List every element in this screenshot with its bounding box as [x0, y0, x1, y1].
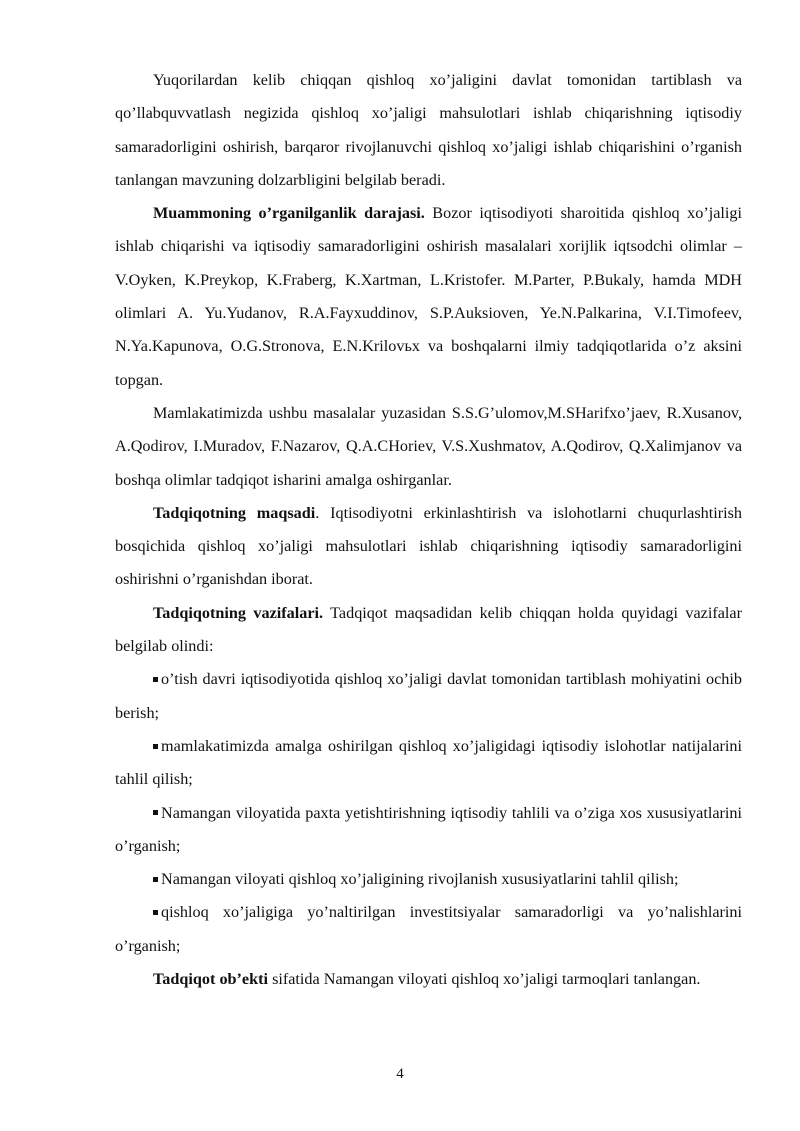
square-bullet-icon	[153, 744, 158, 749]
bullet-item	[115, 663, 742, 730]
paragraph-heading: Tadqiqotning vazifalari.	[153, 603, 324, 622]
paragraph-research-tasks	[115, 597, 742, 664]
paragraph-text: Bozor iqtisodiyoti sharoitida qishloq xo’jaligi ishlab chiqarishi va iqtisodiy samaradorligini oshirish masalalari xorijlik iqtsodchi olimlar – V.Oyken, K.Preykop, K.Fraberg, K.Xartman, L.Kristofer. M.Parter, P.Bukaly, hamda MDH olimlari A. Yu.Yudanov, R.A.Fayxuddinov, S.P.Auksioven, Ye.N.Palkarina, V.I.Timofeev, N.Ya.Kapunova, O.G.Stronova, E.N.Krilovьx va boshqalarni ilmiy tadqiqotlarida o’z aksini topgan.	[115, 204, 742, 389]
bullet-text: Namangan viloyatida paxta yetishtirishning iqtisodiy tahlili va o’ziga xos xususiyatlarini o’rganish;	[115, 803, 742, 855]
paragraph-text: Tadqiqot maqsadidan kelib chiqqan holda quyidagi vazifalar belgilab olindi:	[115, 603, 742, 656]
paragraph-text: Mamlakatimizda ushbu masalalar yuzasidan S.S.G’ulomov,M.SHarifxo’jaev, R.Xusanov, A.Qodirov, I.Muradov, F.Nazarov, Q.A.CHoriev, V.S.Xushmatov, A.Qodirov, Q.Xalimjanov va boshqa olimlar tadqiqot isharini amalga oshirganlar.	[115, 403, 742, 489]
paragraph-research-goal	[115, 497, 742, 597]
bullet-item	[115, 896, 742, 963]
bullet-text: Namangan viloyati qishloq xo’jaligining rivojlanish xususiyatlarini tahlil qilish;	[161, 870, 679, 889]
bullet-item	[115, 863, 742, 896]
square-bullet-icon	[153, 677, 158, 682]
bullet-text: qishloq xo’jaligiga yo’naltirilgan investitsiyalar samaradorligi va yo’nalishlarini o’rganish;	[115, 903, 742, 955]
document-page	[115, 64, 742, 996]
paragraph-local-scholars	[115, 397, 742, 497]
square-bullet-icon	[153, 910, 158, 915]
page-number: 4	[396, 1066, 404, 1082]
square-bullet-icon	[153, 810, 158, 815]
paragraph-heading: Tadqiqotning maqsadi	[153, 503, 316, 522]
paragraph-text: Yuqorilardan kelib chiqqan qishloq xo’jaligini davlat tomonidan tartiblash va qo’llabquvvatlash negizida qishloq xo’jaligi mahsulotlari ishlab chiqarishning iqtisodiy samaradorligini oshirish, barqaror rivojlanuvchi qishloq xo’jaligi ishlab chiqarishini o’rganish tanlangan mavzuning dolzarbligini belgilab beradi.	[115, 71, 742, 189]
paragraph-text: sifatida Namangan viloyati qishloq xo’jaligi tarmoqlari tanlangan.	[268, 970, 701, 989]
paragraph-heading: Muammoning o’rganilganlik darajasi.	[153, 204, 425, 223]
paragraph-research-object	[115, 963, 742, 996]
paragraph-relevance	[115, 64, 742, 197]
paragraph-research-level	[115, 197, 742, 397]
bullet-item	[115, 730, 742, 797]
square-bullet-icon	[153, 877, 158, 882]
paragraph-text: . Iqtisodiyotni erkinlashtirish va islohotlarni chuqurlashtirish bosqichida qishloq xo’jaligi mahsulotlari ishlab chiqarishning iqtisodiy samaradorligini oshirishni o’rganishdan iborat.	[115, 503, 743, 589]
bullet-text: mamlakatimizda amalga oshirilgan qishloq xo’jaligidagi iqtisodiy islohotlar natijalarini tahlil qilish;	[115, 736, 742, 789]
bullet-text: o’tish davri iqtisodiyotida qishloq xo’jaligi davlat tomonidan tartiblash mohiyatini ochib berish;	[115, 670, 742, 722]
bullet-item	[115, 797, 742, 864]
paragraph-heading: Tadqiqot ob’ekti	[153, 970, 269, 989]
